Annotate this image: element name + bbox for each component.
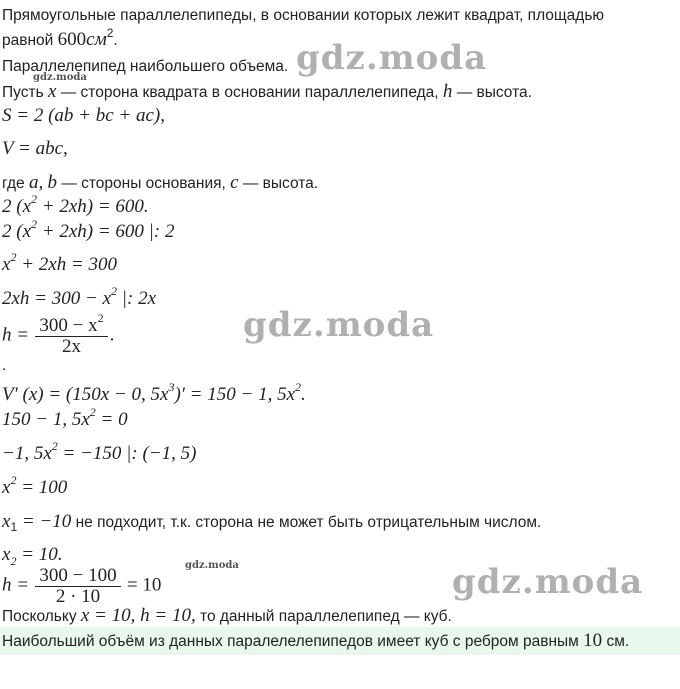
math: 300 − x <box>39 315 98 336</box>
conclusion-line <box>2 606 452 627</box>
separator-dot: . <box>2 357 7 374</box>
math: −1, 5x <box>2 443 52 464</box>
math: x <box>2 544 11 565</box>
equation-h <box>2 310 115 357</box>
area-value: 600 <box>57 29 87 50</box>
math: h = <box>2 324 30 346</box>
exponent: 2 <box>31 216 38 231</box>
text: — стороны основания, <box>61 175 226 192</box>
text: — высота. <box>456 84 532 101</box>
exponent: 2 <box>89 404 96 419</box>
answer-unit: см. <box>606 633 630 650</box>
text: . <box>113 32 118 49</box>
math: )′ = 150 − 1, 5x <box>174 384 295 405</box>
text: то данный параллелепипед — куб. <box>200 608 452 625</box>
exponent: 2 <box>10 249 17 264</box>
math: = −10 <box>17 511 72 532</box>
math: V′ (x) = (150x − 0, 5x <box>2 384 169 405</box>
math: x <box>2 511 11 532</box>
var-c: c <box>230 172 239 193</box>
root-x2 <box>2 544 63 568</box>
text: равной <box>2 32 54 49</box>
math: = 10. <box>16 544 63 565</box>
area-unit: см <box>86 29 107 50</box>
math: 150 − 1, 5x <box>2 409 90 430</box>
formula-volume: V = abc, <box>2 138 68 159</box>
formula-surface: S = 2 (ab + bc + ac), <box>2 105 165 126</box>
derivative <box>2 379 306 405</box>
math: h = <box>2 574 30 596</box>
math: 2 (x <box>2 196 32 217</box>
text: — сторона квадрата в основании параллелепипеда, <box>60 84 439 101</box>
math: x = 10, h = 10, <box>80 605 196 626</box>
math: + 2xh) = 600 |: 2 <box>37 221 175 242</box>
problem-line-1: Прямоугольные параллелепипеды, в основании которых лежит квадрат, площадью <box>2 7 605 24</box>
math: = −150 |: (−1, 5) <box>57 443 197 464</box>
equation-2 <box>2 216 175 242</box>
text: не подходит, т.к. сторона не может быть отрицательным числом. <box>75 514 542 531</box>
answer-value: 10 <box>583 630 603 651</box>
math: |: 2x <box>117 288 156 309</box>
answer-line <box>2 631 629 652</box>
text: Поскольку <box>2 608 77 625</box>
exponent: 2 <box>51 438 58 453</box>
text: — высота. <box>242 175 319 192</box>
watermark-logo: gdz.moda <box>296 38 488 78</box>
fraction-numerator: 300 − 100 <box>39 565 117 586</box>
math: 2xh = 300 − x <box>2 288 112 309</box>
var-a: a, <box>28 172 44 193</box>
text: Пусть <box>2 84 44 101</box>
text: где <box>2 175 25 192</box>
math: . <box>301 384 306 405</box>
watermark-logo: gdz.moda <box>243 305 435 345</box>
subscript: 2 <box>10 553 17 568</box>
fraction <box>35 310 107 357</box>
notation-line <box>2 82 532 103</box>
exponent: 2 <box>111 283 118 298</box>
math: + 2xh) = 600. <box>37 196 149 217</box>
var-b: b <box>47 172 57 193</box>
math: . <box>109 324 115 346</box>
equation-3 <box>2 249 118 275</box>
equation-6 <box>2 438 197 464</box>
watermark-logo: gdz.moda <box>452 562 644 602</box>
fraction-numerator <box>35 310 107 336</box>
watermark-small: gdz.moda <box>185 560 239 571</box>
problem-line-2 <box>2 25 118 51</box>
fraction <box>35 566 120 607</box>
exponent: 3 <box>168 379 175 394</box>
var-h: h <box>442 81 453 102</box>
exponent: 2 <box>106 25 114 40</box>
math: x <box>2 477 11 498</box>
fraction-denominator: 2 · 10 <box>35 586 120 607</box>
var-x: x <box>47 81 57 102</box>
math: + 2xh = 300 <box>16 254 118 275</box>
math: = 10 <box>126 574 162 596</box>
exponent: 2 <box>295 379 301 394</box>
exponent: 2 <box>97 310 104 325</box>
text: Наибольший объём из данных паралелелепипедов имеет куб с ребром равным <box>2 633 579 650</box>
where-line <box>2 173 318 194</box>
equation-h-final <box>2 566 161 607</box>
exponent: 2 <box>31 191 38 206</box>
equation-5 <box>2 404 128 430</box>
math: = 100 <box>16 477 68 498</box>
equation-4 <box>2 283 156 309</box>
fraction-denominator: 2x <box>35 336 107 357</box>
watermark-small: gdz.moda <box>33 72 87 83</box>
math: x <box>2 254 11 275</box>
problem-line-3: Параллелепипед наибольшего объема. <box>2 58 289 75</box>
math: 2 (x <box>2 221 32 242</box>
root-x1 <box>2 512 541 533</box>
exponent: 2 <box>10 472 17 487</box>
math: = 0 <box>95 409 128 430</box>
subscript: 1 <box>10 520 18 535</box>
equation-1 <box>2 191 149 217</box>
equation-7 <box>2 472 68 498</box>
